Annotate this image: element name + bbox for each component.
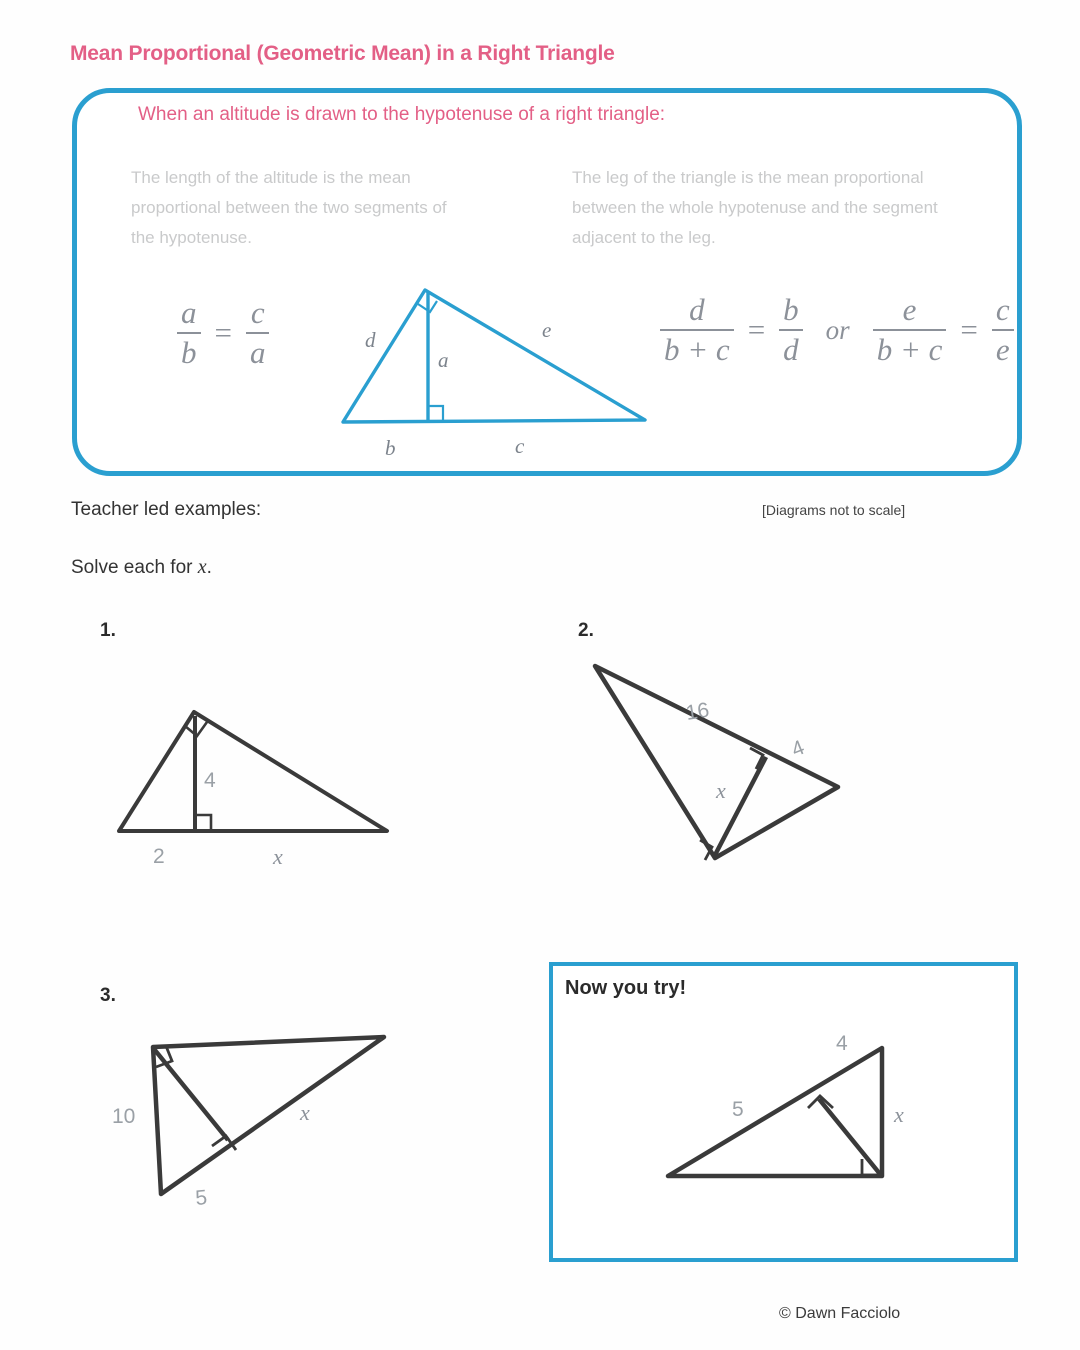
page-title: Mean Proportional (Geometric Mean) in a Right Triangle bbox=[70, 42, 615, 65]
label-d: d bbox=[365, 328, 376, 352]
solve-each-suffix: . bbox=[206, 557, 212, 578]
formula-connector: or bbox=[825, 314, 850, 345]
fraction-denominator: a bbox=[249, 335, 266, 371]
fraction-bar bbox=[992, 329, 1014, 331]
problem-number-2: 2. bbox=[578, 620, 594, 641]
problem-1-triangle-outline bbox=[119, 712, 387, 831]
problem-1-label-altitude: 4 bbox=[204, 769, 216, 792]
fraction-denominator: d bbox=[783, 332, 799, 368]
problem-1-label-left-segment: 2 bbox=[153, 845, 165, 868]
fraction-numerator: c bbox=[995, 292, 1010, 327]
now-you-try-label: Now you try! bbox=[565, 977, 687, 999]
fraction-denominator: b + c bbox=[664, 332, 730, 368]
label-a: a bbox=[438, 348, 449, 372]
problem-3-triangle-outline bbox=[153, 1037, 384, 1194]
problem-3-label-10: 10 bbox=[112, 1105, 136, 1128]
fraction-e-over-bplusc bbox=[868, 293, 952, 367]
problem-3-label-5: 5 bbox=[194, 1186, 209, 1210]
problem-1-label-right-segment: x bbox=[273, 844, 283, 869]
fraction-c-over-a bbox=[241, 296, 275, 370]
problem-2-altitude bbox=[715, 757, 766, 855]
problem-1-diagram bbox=[105, 700, 415, 870]
info-box-right-text: The leg of the triangle is the mean proportional between the whole hypotenuse and the segment adjacent to the leg. bbox=[572, 168, 938, 247]
problem-number-3: 3. bbox=[100, 985, 116, 1006]
fraction-bar bbox=[873, 329, 947, 331]
solve-each-variable: x bbox=[197, 556, 207, 578]
fraction-bar bbox=[246, 332, 270, 334]
fraction-numerator: d bbox=[689, 292, 705, 327]
equals-sign: = bbox=[960, 312, 978, 348]
fraction-numerator: a bbox=[181, 295, 197, 330]
fraction-d-over-bplusc bbox=[655, 293, 739, 367]
try-label-x: x bbox=[894, 1102, 904, 1127]
info-box-left-text: The length of the altitude is the mean proportional between the two segments of the hypotenuse. bbox=[131, 168, 447, 247]
problem-2-label-x: x bbox=[716, 778, 726, 803]
try-label-5: 5 bbox=[732, 1098, 744, 1121]
label-e: e bbox=[542, 318, 552, 342]
right-angle-mark-base bbox=[195, 815, 211, 830]
problem-3-label-x: x bbox=[300, 1100, 310, 1125]
solve-each-prefix: Solve each for bbox=[71, 557, 198, 578]
problem-2-triangle-outline bbox=[595, 666, 838, 858]
copyright-notice: © Dawn Facciolo bbox=[779, 1305, 901, 1322]
label-c: c bbox=[515, 434, 525, 458]
fraction-numerator: c bbox=[250, 295, 265, 330]
fraction-denominator: b + c bbox=[876, 332, 943, 368]
reference-triangle-outline bbox=[343, 290, 645, 422]
solve-each-instruction bbox=[71, 556, 212, 579]
problem-number-1: 1. bbox=[100, 620, 116, 641]
reference-triangle-diagram bbox=[330, 275, 660, 460]
formula-altitude bbox=[172, 296, 274, 370]
right-angle-mark-vertex bbox=[700, 840, 712, 860]
fraction-numerator: b bbox=[783, 292, 799, 327]
not-to-scale-note: [Diagrams not to scale] bbox=[762, 502, 906, 518]
label-b: b bbox=[385, 436, 396, 460]
info-box-heading: When an altitude is drawn to the hypotenuse of a right triangle: bbox=[138, 104, 666, 125]
equals-sign: = bbox=[747, 312, 766, 348]
fraction-bar bbox=[779, 329, 803, 331]
fraction-numerator: e bbox=[902, 292, 917, 327]
problem-3-diagram bbox=[100, 1020, 410, 1220]
fraction-c-over-e bbox=[987, 293, 1019, 367]
formula-legs bbox=[655, 293, 1019, 367]
fraction-b-over-d bbox=[774, 293, 808, 367]
try-triangle-altitude bbox=[819, 1099, 880, 1174]
problem-2-diagram bbox=[580, 650, 870, 880]
try-label-4: 4 bbox=[836, 1032, 848, 1055]
fraction-denominator: b bbox=[181, 335, 197, 371]
right-angle-mark-base bbox=[428, 406, 443, 421]
fraction-bar bbox=[660, 329, 734, 331]
teacher-led-label: Teacher led examples: bbox=[71, 499, 262, 520]
equals-sign: = bbox=[214, 315, 232, 351]
problem-2-label-4: 4 bbox=[788, 735, 808, 762]
problem-2-label-16: 16 bbox=[684, 698, 711, 725]
try-triangle-outline bbox=[668, 1048, 882, 1176]
fraction-a-over-b bbox=[172, 296, 206, 370]
now-you-try-diagram bbox=[650, 1030, 940, 1200]
fraction-bar bbox=[177, 332, 201, 334]
fraction-denominator: e bbox=[995, 332, 1010, 368]
